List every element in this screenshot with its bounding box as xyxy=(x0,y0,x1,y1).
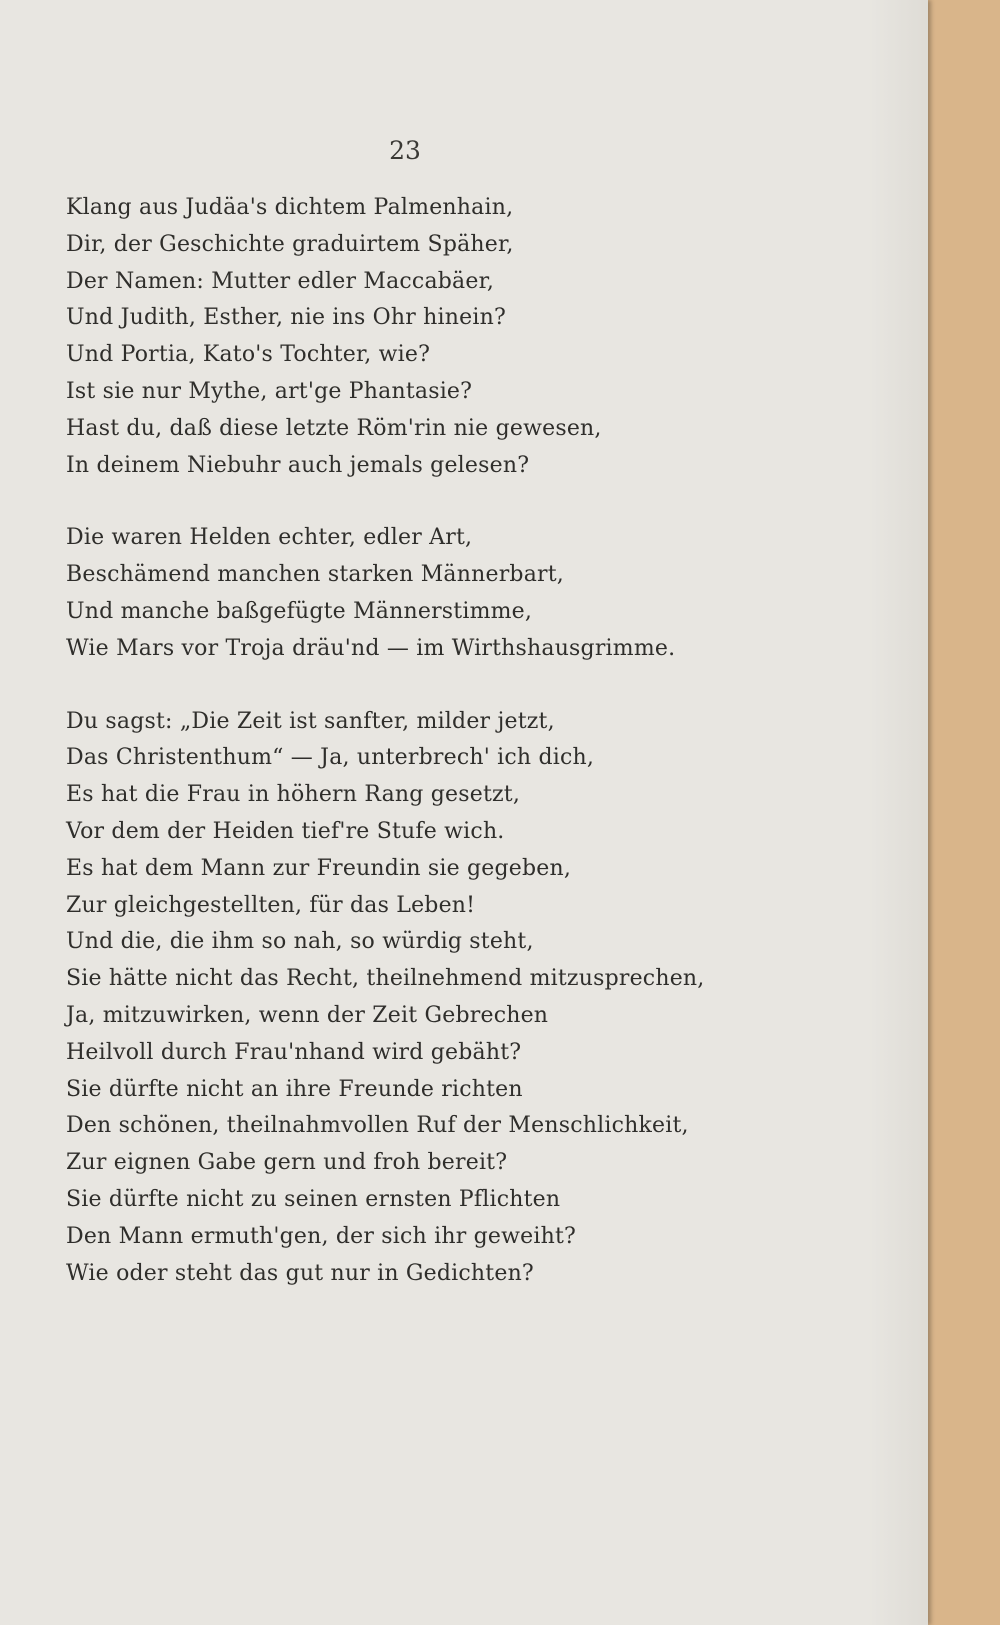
poem-line: Es hat dem Mann zur Freundin sie gegeben, xyxy=(66,855,572,881)
poem-line: Das Christenthum“ — Ja, unterbrech' ich dich, xyxy=(66,745,595,771)
poem-line: Und die, die ihm so nah, so würdig steht, xyxy=(66,929,534,955)
poem-line: Vor dem der Heiden tief're Stufe wich. xyxy=(66,818,505,844)
poem-line: Die waren Helden echter, edler Art, xyxy=(66,525,473,551)
page-edge-shading xyxy=(868,0,928,1625)
poem-line: Wie Mars vor Troja dräu'nd — im Wirthshausgrimme. xyxy=(66,635,676,661)
poem-text xyxy=(66,190,786,1292)
poem-line: Der Namen: Mutter edler Maccabäer, xyxy=(66,268,495,294)
poem-line: Zur gleichgestellten, für das Leben! xyxy=(66,892,476,918)
poem-line: Zur eignen Gabe gern und froh bereit? xyxy=(66,1150,508,1176)
poem-line: Ja, mitzuwirken, wenn der Zeit Gebrechen xyxy=(66,1002,549,1028)
poem-line: Sie dürfte nicht an ihre Freunde richten xyxy=(66,1076,523,1102)
poem-line: Du sagst: „Die Zeit ist sanfter, milder jetzt, xyxy=(66,708,555,734)
page-number: 23 xyxy=(389,136,421,165)
poem-line: Heilvoll durch Frau'nhand wird gebäht? xyxy=(66,1039,522,1065)
poem-line: In deinem Niebuhr auch jemals gelesen? xyxy=(66,452,530,478)
poem-line: Und Judith, Esther, nie ins Ohr hinein? xyxy=(66,305,506,331)
poem-line: Und Portia, Kato's Tochter, wie? xyxy=(66,342,431,368)
poem-line: Es hat die Frau in höhern Rang gesetzt, xyxy=(66,782,521,808)
poem-line: Klang aus Judäa's dichtem Palmenhain, xyxy=(66,195,514,220)
poem-line: Sie hätte nicht das Recht, theilnehmend mitzusprechen, xyxy=(66,966,705,992)
poem-line: Dir, der Geschichte graduirtem Späher, xyxy=(66,231,514,257)
stanza xyxy=(66,704,786,1293)
poem-line: Ist sie nur Mythe, art'ge Phantasie? xyxy=(66,378,473,404)
stanza xyxy=(66,190,786,484)
poem-line: Wie oder steht das gut nur in Gedichten? xyxy=(66,1260,534,1286)
poem-line: Und manche baßgefügte Männerstimme, xyxy=(66,598,533,624)
poem-line: Sie dürfte nicht zu seinen ernsten Pflichten xyxy=(66,1186,561,1212)
poem-line: Den schönen, theilnahmvollen Ruf der Menschlichkeit, xyxy=(66,1113,689,1139)
poem-line: Den Mann ermuth'gen, der sich ihr geweiht? xyxy=(66,1223,577,1249)
stanza xyxy=(66,520,786,667)
poem-line: Beschämend manchen starken Männerbart, xyxy=(66,562,564,588)
poem-line: Hast du, daß diese letzte Röm'rin nie gewesen, xyxy=(66,415,602,441)
